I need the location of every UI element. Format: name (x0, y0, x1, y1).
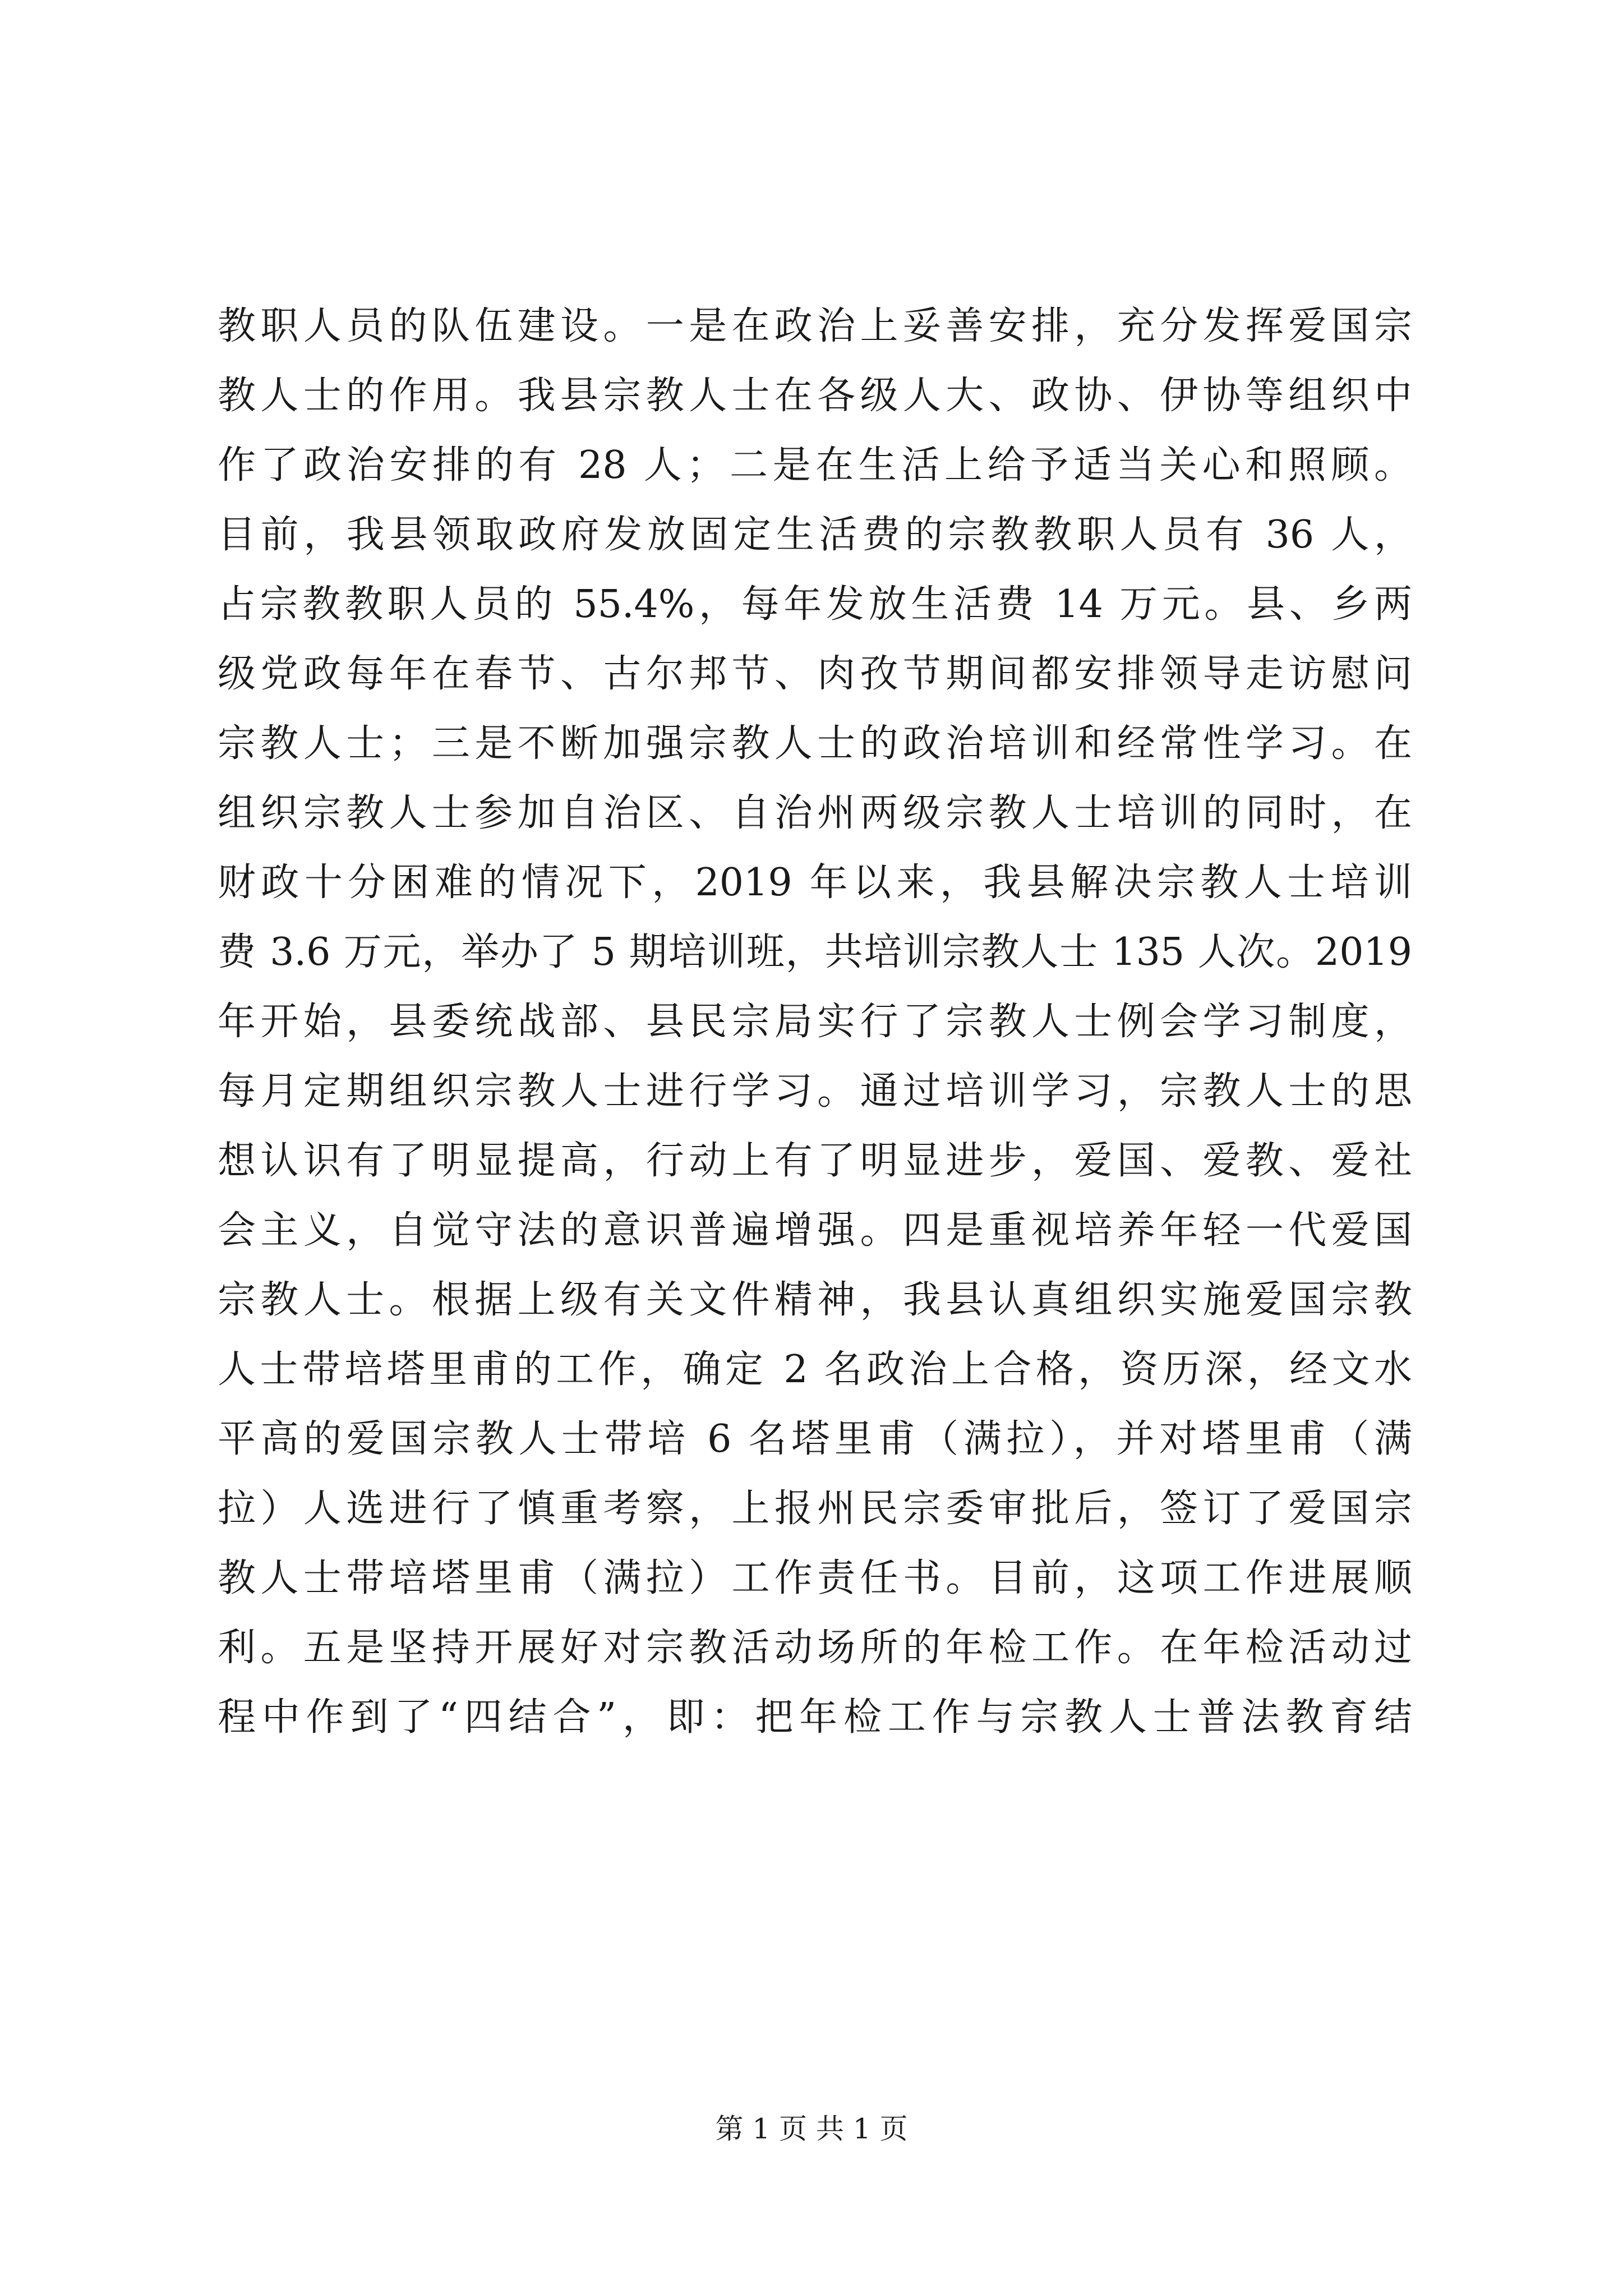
text-line: 程中作到了“四结合”，即：把年检工作与宗教人士普法教育结 (218, 1695, 1412, 1740)
text-line: 宗教人士。根据上级有关文件精神，我县认真组织实施爱国宗教 (218, 1278, 1412, 1322)
text-line: 费 3.6 万元，举办了 5 期培训班，共培训宗教人士 135 人次。2019 (218, 930, 1412, 974)
text-line: 拉）人选进行了慎重考察，上报州民宗委审批后，签订了爱国宗 (218, 1487, 1412, 1531)
text-line: 教职人员的队伍建设。一是在政治上妥善安排，充分发挥爱国宗 (218, 304, 1412, 348)
text-line: 财政十分困难的情况下，2019 年以来，我县解决宗教人士培训 (218, 861, 1412, 905)
text-line: 会主义，自觉守法的意识普遍增强。四是重视培养年轻一代爱国 (218, 1208, 1412, 1253)
text-line: 级党政每年在春节、古尔邦节、肉孜节期间都安排领导走访慰问 (218, 652, 1412, 696)
text-line: 作了政治安排的有 28 人；二是在生活上给予适当关心和照顾。 (218, 443, 1412, 487)
page-footer (0, 2109, 1623, 2148)
text-line: 组织宗教人士参加自治区、自治州两级宗教人士培训的同时，在 (218, 791, 1412, 835)
page-number-label: 第 1 页 共 1 页 (715, 2113, 908, 2145)
text-line: 每月定期组织宗教人士进行学习。通过培训学习，宗教人士的思 (218, 1069, 1412, 1114)
text-line: 教人士带培塔里甫（满拉）工作责任书。目前，这项工作进展顺 (218, 1556, 1412, 1600)
text-line: 教人士的作用。我县宗教人士在各级人大、政协、伊协等组织中 (218, 374, 1412, 418)
text-line: 目前，我县领取政府发放固定生活费的宗教教职人员有 36 人， (218, 513, 1412, 557)
text-line: 占宗教教职人员的 55.4%，每年发放生活费 14 万元。县、乡两 (218, 582, 1412, 627)
text-line: 宗教人士；三是不断加强宗教人士的政治培训和经常性学习。在 (218, 721, 1412, 766)
body-text (218, 292, 1412, 1752)
text-line: 人士带培塔里甫的工作，确定 2 名政治上合格，资历深，经文水 (218, 1347, 1412, 1392)
text-line: 利。五是坚持开展好对宗教活动场所的年检工作。在年检活动过 (218, 1626, 1412, 1670)
text-line: 平高的爱国宗教人士带培 6 名塔里甫（满拉），并对塔里甫（满 (218, 1417, 1412, 1461)
text-line: 想认识有了明显提高，行动上有了明显进步，爱国、爱教、爱社 (218, 1139, 1412, 1183)
text-line: 年开始，县委统战部、县民宗局实行了宗教人士例会学习制度， (218, 1000, 1412, 1044)
